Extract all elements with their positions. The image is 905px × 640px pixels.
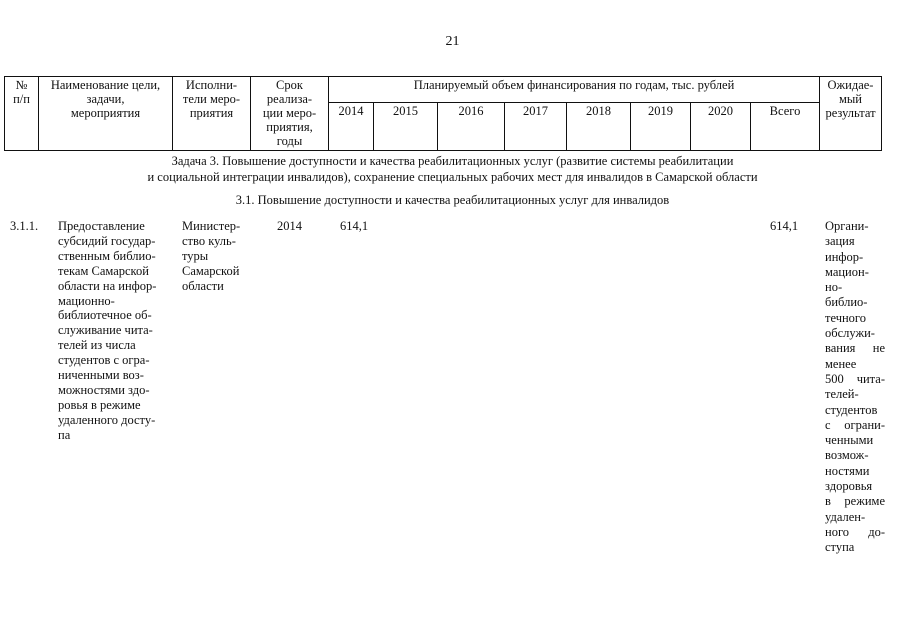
result-line: ностями [825,463,870,478]
header-year: 2020 [691,103,751,151]
result-line: библио- [825,295,868,310]
result-line: менее [825,356,857,371]
result-line: ного до- [825,524,885,539]
page-number: 21 [445,34,460,49]
result-line: обслужи- [825,326,875,341]
result-line: инфор- [825,249,864,264]
result-line: но- [825,280,843,295]
row-executor: Министер- ство куль- туры Самарской области [182,219,241,293]
result-line: Органи- [825,219,869,233]
result-line: возмож- [825,448,869,463]
result-line: студентов [825,402,878,417]
result-line: 500 чита- [825,371,885,386]
result-line: телей- [825,387,859,402]
header-year: 2018 [567,103,631,151]
table-header [4,76,882,151]
header-result: Ожидае- мый результат [820,77,882,151]
result-line: ченными [825,433,874,448]
row-total: 614,1 [770,219,799,233]
result-line: удален- [825,509,866,524]
result-line: мацион- [825,264,869,279]
result-line: с ограни- [825,417,885,432]
result-line: ступа [825,540,855,555]
row-value-2014: 614,1 [340,219,369,233]
result-line: течного [825,310,866,325]
header-year: 2017 [505,103,567,151]
result-line: зация [825,234,855,249]
result-line: вания не [825,341,885,356]
header-year: 2019 [631,103,691,151]
header-year: 2016 [438,103,505,151]
result-line: здоровья [825,479,873,494]
row-period: 2014 [277,219,302,233]
header-period: Срок реализа- ции меро- приятия, годы [251,77,329,151]
subsection-title: 3.1. Повышение доступности и качества реабилитационных услуг для инвалидов [235,193,670,207]
task-title: Задача 3. Повышение доступности и качества реабилитационных услуг (развитие системы реабилитации и социальной интеграции инвалидов), сохранение специальных рабочих мест для инвалидов в Самарской области [147,154,758,184]
row-name: Предоставление субсидий государ- ственным библио- текам Самарской области на инфор- мационно- библиотечное об- служивание чита- телей из числа студентов с огра- ниченными воз- можностями здо- ровья в режиме удаленного досту- па [58,219,157,442]
header-year: 2014 [329,103,374,151]
header-num: № п/п [5,77,39,151]
header-total: Всего [751,103,820,151]
header-name: Наименование цели, задачи, мероприятия [39,77,173,151]
header-year: 2015 [374,103,438,151]
header-executors: Исполни- тели меро- приятия [173,77,251,151]
header-financing: Планируемый объем финансирования по годам, тыс. рублей [329,77,820,103]
row-number: 3.1.1. [10,219,39,233]
result-line: в режиме [825,494,885,509]
row-result [825,219,885,556]
